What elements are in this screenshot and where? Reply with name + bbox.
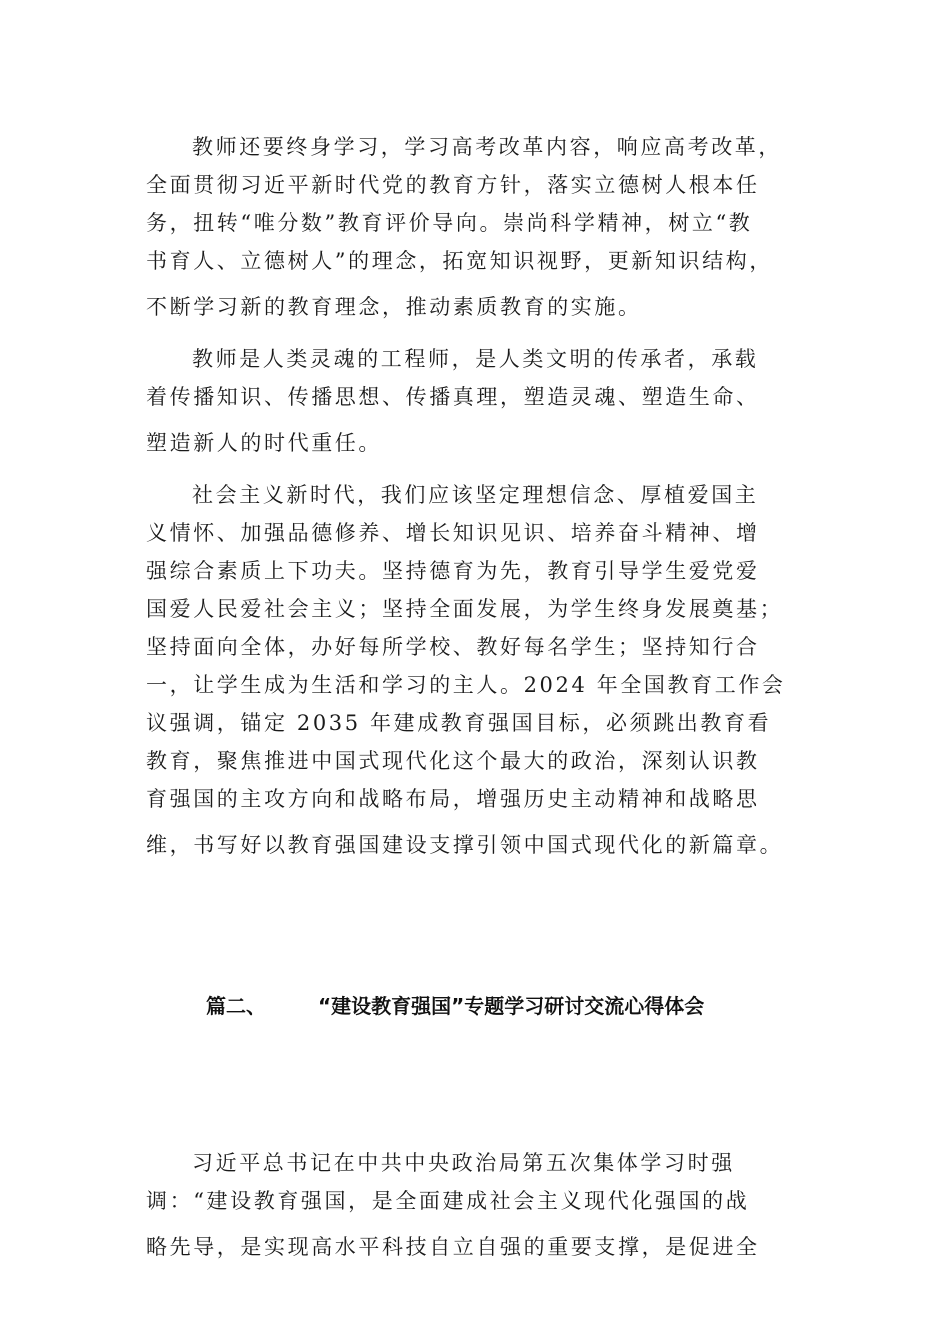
paragraph-line: 务，扭转“唯分数”教育评价导向。崇尚科学精神，树立“教 [146, 211, 753, 235]
section-heading [206, 990, 704, 1019]
paragraph-line: 强综合素质上下功夫。坚持德育为先，教育引导学生爱党爱 [146, 559, 760, 583]
paragraph-line: 坚持面向全体，办好每所学校、教好每名学生；坚持知行合 [146, 635, 760, 659]
paragraph-line: 育强国的主攻方向和战略布局，增强历史主动精神和战略思 [146, 787, 760, 811]
paragraph-line: 教师是人类灵魂的工程师，是人类文明的传承者，承载 [192, 347, 759, 371]
paragraph-line: 国爱人民爱社会主义；坚持全面发展，为学生终身发展奠基； [146, 597, 784, 621]
paragraph-1 [146, 128, 826, 326]
paragraph-line: 维，书写好以教育强国建设支撑引领中国式现代化的新篇章。 [146, 833, 784, 857]
section-title: “建设教育强国”专题学习研讨交流心得体会 [318, 994, 705, 1018]
paragraph-3 [146, 476, 826, 864]
section-number: 篇二、 [206, 994, 266, 1018]
paragraph-line: 塑造新人的时代重任。 [146, 431, 382, 455]
paragraph-line: 略先导，是实现高水平科技自立自强的重要支撑，是促进全 [146, 1235, 760, 1259]
paragraph-line: 全面贯彻习近平新时代党的教育方针，落实立德树人根本任 [146, 173, 760, 197]
paragraph-line: 教育，聚焦推进中国式现代化这个最大的政治，深刻认识教 [146, 749, 760, 773]
paragraph-line: 着传播知识、传播思想、传播真理，塑造灵魂、塑造生命、 [146, 385, 760, 409]
paragraph-4 [146, 1144, 826, 1266]
paragraph-line: 教师还要终身学习，学习高考改革内容，响应高考改革， [192, 135, 782, 159]
paragraph-line: 社会主义新时代，我们应该坚定理想信念、厚植爱国主 [192, 483, 759, 507]
paragraph-line: 一，让学生成为生活和学习的主人。2024 年全国教育工作会 [146, 673, 786, 697]
paragraph-2 [146, 340, 826, 462]
paragraph-line: 书育人、立德树人”的理念，拓宽知识视野，更新知识结构， [146, 249, 773, 273]
paragraph-line: 议强调，锚定 2035 年建成教育强国目标，必须跳出教育看 [146, 711, 772, 735]
paragraph-line: 调：“建设教育强国，是全面建成社会主义现代化强国的战 [146, 1189, 750, 1213]
paragraph-line: 不断学习新的教育理念，推动素质教育的实施。 [146, 295, 642, 319]
paragraph-line: 习近平总书记在中共中央政治局第五次集体学习时强 [192, 1151, 735, 1175]
paragraph-line: 义情怀、加强品德修养、增长知识见识、培养奋斗精神、增 [146, 521, 760, 545]
